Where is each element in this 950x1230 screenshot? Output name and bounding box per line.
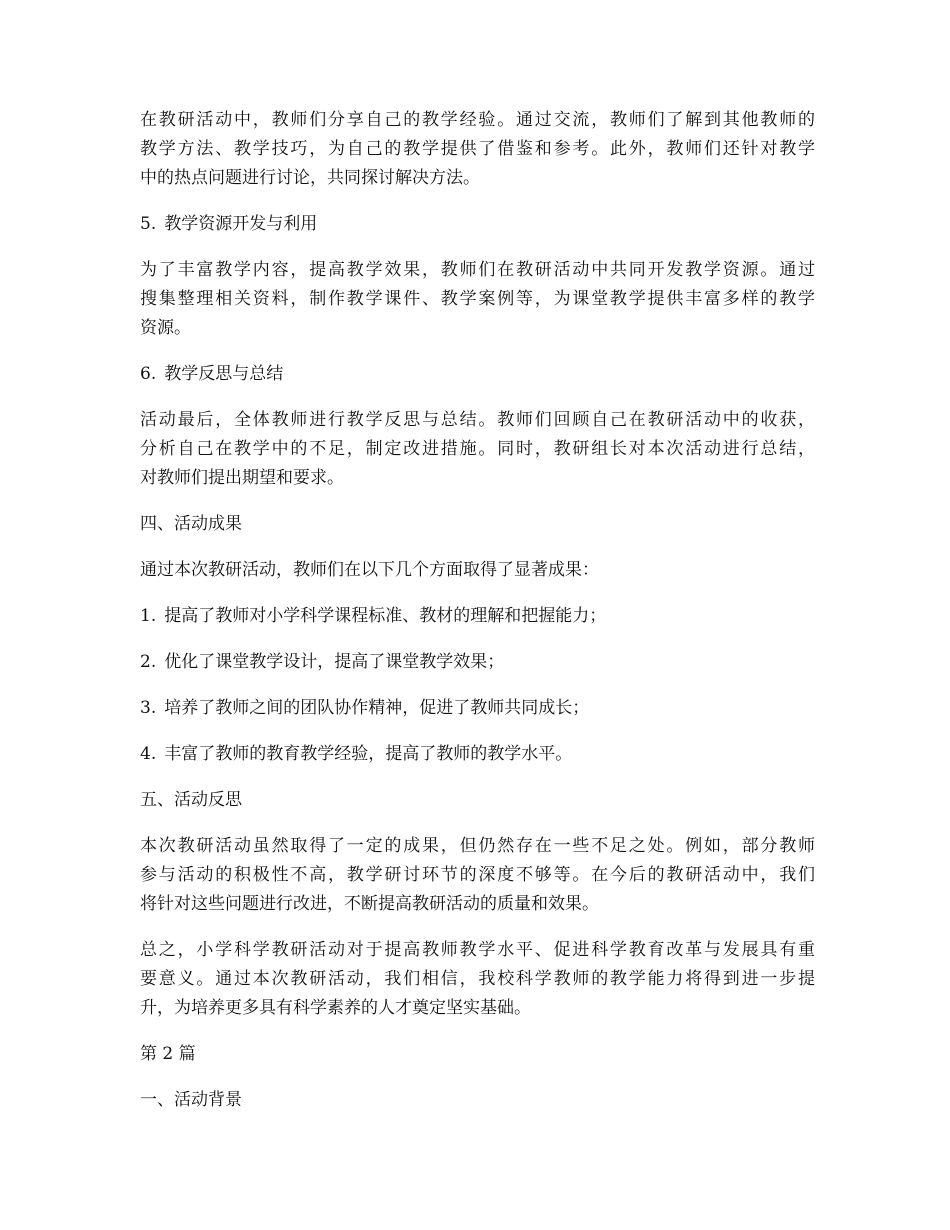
text-line: 中的热点问题进行讨论，共同探讨解决方法。 bbox=[140, 168, 480, 188]
part-heading: 第 2 篇 bbox=[140, 1044, 196, 1064]
text-line: 对教师们提出期望和要求。 bbox=[140, 468, 344, 488]
text-line: 参与活动的积极性不高，教学研讨环节的深度不够等。在今后的教研活动中，我们 bbox=[140, 865, 817, 885]
list-item bbox=[140, 694, 815, 723]
subheading-reflection bbox=[140, 360, 815, 389]
text-line: 搜集整理相关资料，制作教学课件、教学案例等，为课堂教学提供丰富多样的教学 bbox=[140, 289, 817, 309]
text-line: 升，为培养更多具有科学素养的人才奠定坚实基础。 bbox=[140, 998, 531, 1018]
document-body bbox=[140, 106, 815, 1132]
list-item-number: 4. bbox=[140, 744, 157, 764]
text-line: 教学方法、教学技巧，为自己的教学提供了借鉴和参考。此外，教师们还针对教学 bbox=[140, 139, 817, 159]
list-item-text: 提高了教师对小学科学课程标准、教材的理解和把握能力； bbox=[164, 606, 607, 626]
list-item bbox=[140, 602, 815, 631]
list-item-text: 培养了教师之间的团队协作精神，促进了教师共同成长； bbox=[164, 698, 590, 718]
subheading-number: 6. bbox=[140, 364, 157, 384]
subheading-text: 教学资源开发与利用 bbox=[164, 214, 318, 234]
paragraph-teaching-experience bbox=[140, 106, 815, 193]
paragraph-reflection bbox=[140, 406, 815, 493]
subheading-number: 5. bbox=[140, 214, 157, 234]
text-line: 分析自己在教学中的不足，制定改进措施。同时，教研组长对本次活动进行总结， bbox=[140, 439, 817, 459]
section-heading-background: 一、活动背景 bbox=[140, 1090, 242, 1110]
section-heading-results: 四、活动成果 bbox=[140, 514, 242, 534]
text-line: 为了丰富教学内容，提高教学效果，教师们在教研活动中共同开发教学资源。通过 bbox=[140, 260, 817, 280]
list-item bbox=[140, 740, 815, 769]
paragraph-results-intro: 通过本次教研活动，教师们在以下几个方面取得了显著成果： bbox=[140, 560, 599, 580]
text-line: 将针对这些问题进行改进，不断提高教研活动的质量和效果。 bbox=[140, 894, 599, 914]
list-item-number: 1. bbox=[140, 606, 157, 626]
paragraph-shortcomings bbox=[140, 832, 815, 919]
paragraph-resources bbox=[140, 256, 815, 343]
list-item-text: 优化了课堂教学设计，提高了课堂教学效果； bbox=[164, 652, 505, 672]
text-line: 活动最后，全体教师进行教学反思与总结。教师们回顾自己在教研活动中的收获， bbox=[140, 410, 817, 430]
list-item-text: 丰富了教师的教育教学经验，提高了教师的教学水平。 bbox=[164, 744, 573, 764]
list-item-number: 3. bbox=[140, 698, 157, 718]
text-line: 总之，小学科学教研活动对于提高教师教学水平、促进科学教育改革与发展具有重 bbox=[140, 940, 817, 960]
text-line: 在教研活动中，教师们分享自己的教学经验。通过交流，教师们了解到其他教师的 bbox=[140, 110, 817, 130]
text-line: 资源。 bbox=[140, 318, 191, 338]
text-line: 要意义。通过本次教研活动，我们相信，我校科学教师的教学能力将得到进一步提 bbox=[140, 969, 817, 989]
list-item bbox=[140, 648, 815, 677]
text-line: 本次教研活动虽然取得了一定的成果，但仍然存在一些不足之处。例如，部分教师 bbox=[140, 836, 817, 856]
list-item-number: 2. bbox=[140, 652, 157, 672]
paragraph-conclusion bbox=[140, 936, 815, 1023]
subheading-text: 教学反思与总结 bbox=[164, 364, 284, 384]
subheading-resources bbox=[140, 210, 815, 239]
section-heading-reflection: 五、活动反思 bbox=[140, 790, 242, 810]
